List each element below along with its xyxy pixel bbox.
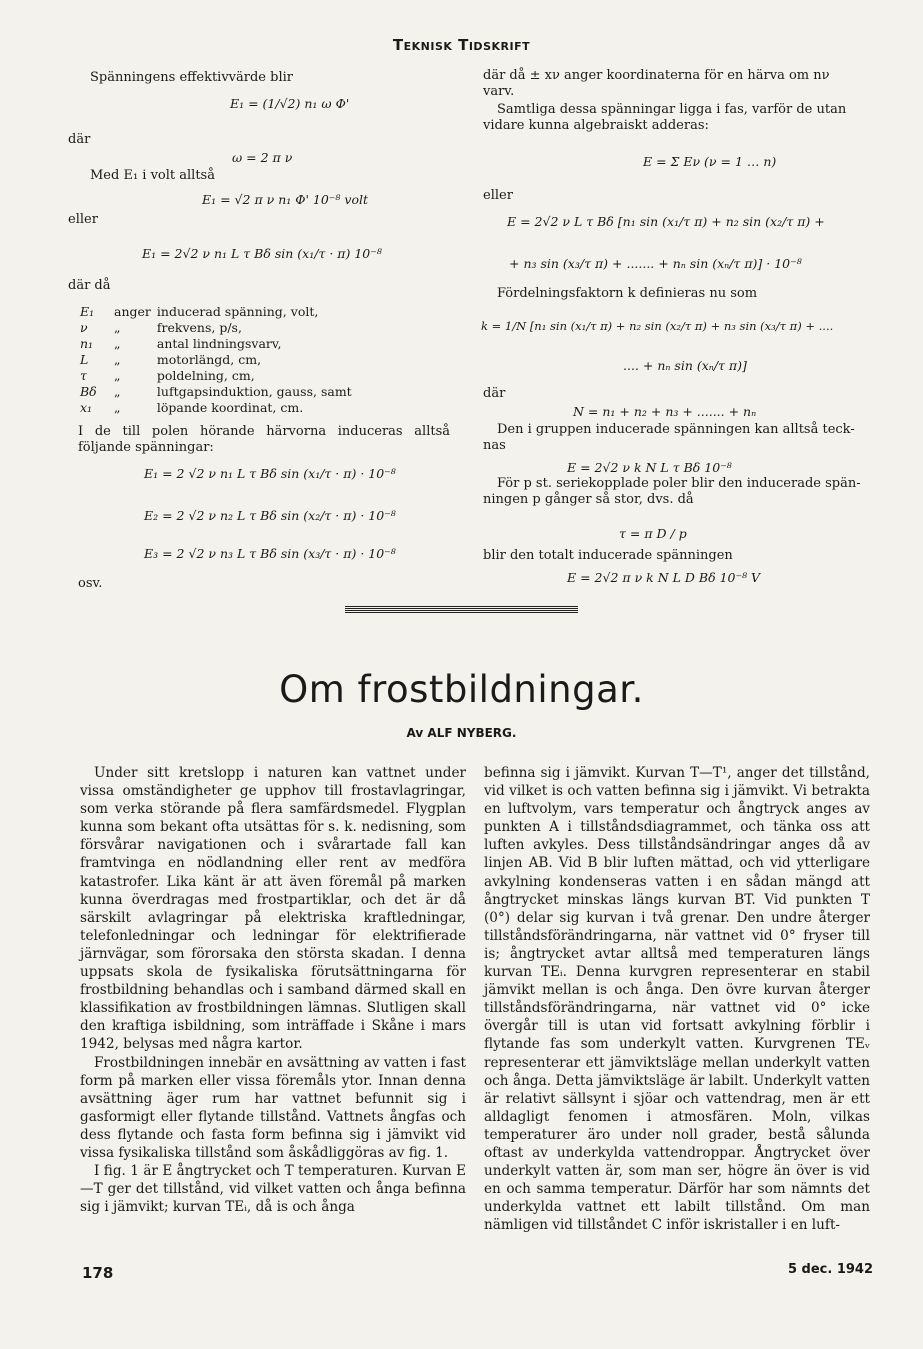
variable-q: „ bbox=[114, 336, 121, 351]
equation-k-1: k = 1/N [n₁ sin (x₁/τ π) + n₂ sin (x₂/τ π) + n₃ sin (x₃/τ π) + .... bbox=[481, 319, 834, 333]
equation-final: E = 2√2 π ν k N L D Bδ 10⁻⁸ V bbox=[567, 570, 761, 585]
variable-desc: poldelning, cm, bbox=[156, 368, 255, 383]
variable-desc: antal lindningsvarv, bbox=[156, 336, 282, 351]
equation-N: N = n₁ + n₂ + n₃ + ....... + nₙ bbox=[573, 404, 757, 419]
article-paragraph: Frostbildningen innebär en avsättning av vatten i fast form på marken eller vissa föremåls ytor. Innan denna avsättning äger rum har vattnet befunnit sig i gasformigt eller flytande tillstånd. Vattnets ångfas och dess flytande och fasta form befinna sig i jämvikt vid vissa fysikaliska tillstånd som åskådliggöras av fig. 1. bbox=[80, 1054, 466, 1161]
intro-text: Spänningens effektivvärde blir bbox=[90, 70, 293, 85]
variable-row bbox=[80, 400, 358, 416]
article-title: Om frostbildningar. bbox=[279, 668, 644, 711]
variable-desc: frekvens, p/s, bbox=[156, 320, 242, 335]
equation-e1: E₁ = (1/√2) n₁ ω Φ' bbox=[230, 96, 350, 111]
section-divider bbox=[345, 606, 578, 615]
equation-E2-series: E₂ = 2 √2 ν n₂ L τ Bδ sin (x₂/τ · π) · 10⁻⁸ bbox=[144, 508, 396, 523]
text-gruppen: Den i gruppen inducerade spänningen kan alltså teck- bbox=[497, 422, 855, 437]
dar-text: där bbox=[68, 132, 91, 147]
variable-sym: x₁ bbox=[80, 400, 93, 415]
article-paragraph: befinna sig i jämvikt. Kurvan T—T¹, anger det tillstånd, vid vilket is och vatten befinna sig i jämvikt. Vi betrakta en luftvolym, vars temperatur och ångtryck anges av punkten A i tillståndsdiagrammet, och tänka oss att luften avkyles. Dess tillståndsändringar anges då av linjen AB. Vid B blir luften mättad, och vid ytterligare avkylning kondenseras vatten i en sådan mängd att ångtrycket minskas längs kurvan BT. Vid punkten T (0°) delar sig kurvan i två grenar. Den undre återger tillståndsförändringarna, när vattnet vid 0° fryser till is; ångtrycket avtar alltså med temperaturen längs kurvan TEᵢ. Denna kurvgren representerar en stabil jämvikt mellan is och ånga. Den övre kurvan återger tillståndsförändringarna, när vattnet vid 0° icke övergår till is utan vid fortsatt avkylning förblir i flytande fas som underkylt vatten. Kurvgrenen TEᵥ representerar ett jämviktsläge mellan underkylt vatten och ånga. Detta jämviktsläge är labilt. Underkylt vatten är relativt sällsynt i sjöar och vattendrag, men är ett alldagligt fenomen i atmosfären. Moln, vilkas temperaturer äro under noll grader, bestå sålunda oftast av underkylda vattendroppar. Ångtrycket över underkylt vatten är, som man ser, högre än över is vid en och samma temperatur. Därför har som nämnts det underkylda vattnet ett labilt tillstånd. Om man nämligen vid tillståndet C inför iskristaller i en luft- bbox=[484, 765, 870, 1234]
variable-row bbox=[80, 304, 358, 320]
eller-right-text: eller bbox=[483, 188, 513, 203]
article-paragraph: I fig. 1 är E ångtrycket och T temperaturen. Kurvan E—T ger det tillstånd, vid vilket vatten och ånga befinna sig i jämvikt; kurvan TEᵢ, då is och ånga bbox=[80, 1163, 466, 1216]
variable-q: „ bbox=[114, 384, 121, 399]
variable-row bbox=[80, 368, 358, 384]
variable-sym: n₁ bbox=[80, 336, 94, 351]
equation-E-group: E = 2√2 ν k N L τ Bδ 10⁻⁸ bbox=[567, 460, 732, 475]
equation-long-2: + n₃ sin (x₃/τ π) + ....... + nₙ sin (xₙ/τ π)] · 10⁻⁸ bbox=[509, 256, 802, 271]
variable-sym: Bδ bbox=[80, 384, 97, 399]
variable-row bbox=[80, 352, 358, 368]
variable-row bbox=[80, 336, 358, 352]
equation-E3-series: E₃ = 2 √2 ν n₃ L τ Bδ sin (x₃/τ · π) · 10⁻⁸ bbox=[144, 546, 396, 561]
article-left-column bbox=[80, 764, 466, 1216]
variable-q: „ bbox=[114, 320, 121, 335]
variable-q: anger bbox=[114, 304, 151, 319]
equation-omega: ω = 2 π ν bbox=[232, 150, 293, 165]
variable-q: „ bbox=[114, 368, 121, 383]
equation-sum: E = Σ Eν (ν = 1 … n) bbox=[643, 154, 777, 169]
text-varv: varv. bbox=[483, 84, 515, 99]
text-totalt: blir den totalt inducerade spänningen bbox=[483, 548, 733, 563]
variable-list bbox=[80, 304, 358, 416]
variable-sym: L bbox=[80, 352, 89, 367]
page-number: 178 bbox=[82, 1264, 114, 1282]
equation-e1-full: E₁ = 2√2 ν n₁ L τ Bδ sin (x₁/τ · π) 10⁻⁸ bbox=[142, 246, 382, 261]
text-samtliga: Samtliga dessa spänningar ligga i fas, varför de utan bbox=[497, 102, 847, 117]
text-vidare: vidare kunna algebraiskt adderas: bbox=[483, 118, 709, 133]
variable-desc: luftgapsinduktion, gauss, samt bbox=[156, 384, 352, 399]
variable-sym: E₁ bbox=[80, 304, 95, 319]
equation-tau: τ = π D / p bbox=[619, 526, 687, 541]
text-serie: För p st. seriekopplade poler blir den inducerade spän- bbox=[497, 476, 861, 491]
article-paragraph: Under sitt kretslopp i naturen kan vattnet under vissa omständigheter ge upphov till frostavlagringar, som verka störande på flera samfärdsmedel. Flygplan kunna som bekant ofta utsättas för s. k. nedisning, som försvårar navigationen och i svårartade fall kan framtvinga en nödlandning eller rent av medföra katastrofer. Lika känt är att även föremål på marken kunna överdragas med frostpartiklar, och det är då särskilt avlagringar på elektriska kraftledningar, telefonledningar och ledningar för elektrifierade järnvägar, som förorsaka den största skadan. I denna uppsats skola de fysikaliska förutsättningarna för frostbildning behandlas och i samband därmed skall en klassifikation av frostbildningen lämnas. Slutligen skall den kraftiga isbildning, som inträffade i Skåne i mars 1942, belysas med några kartor. bbox=[80, 765, 466, 1053]
variable-sym: τ bbox=[80, 368, 87, 383]
text-ningen: ningen p gånger så stor, dvs. då bbox=[483, 492, 694, 507]
variable-desc: inducerad spänning, volt, bbox=[156, 304, 319, 319]
article-right-column bbox=[484, 764, 870, 1234]
variable-row bbox=[80, 320, 358, 336]
equation-long-1: E = 2√2 ν L τ Bδ [n₁ sin (x₁/τ π) + n₂ sin (x₂/τ π) + bbox=[507, 214, 825, 229]
variable-q: „ bbox=[114, 400, 121, 415]
dar-da-text: där då bbox=[68, 278, 111, 293]
dar-right-text: där bbox=[483, 386, 506, 401]
osv-text: osv. bbox=[78, 576, 103, 591]
issue-date: 5 dec. 1942 bbox=[787, 1262, 873, 1277]
text-koordinater: där då ± xν anger koordinaterna för en härva om nν bbox=[483, 68, 830, 83]
med-text: Med E₁ i volt alltså bbox=[90, 168, 215, 183]
equation-volt: E₁ = √2 π ν n₁ Φ' 10⁻⁸ volt bbox=[202, 192, 368, 207]
variable-q: „ bbox=[114, 352, 121, 367]
journal-header: Teknisk Tidskrift bbox=[392, 36, 531, 54]
variable-desc: motorlängd, cm, bbox=[156, 352, 262, 367]
text-nas: nas bbox=[483, 438, 506, 453]
variable-row bbox=[80, 384, 358, 400]
variable-desc: löpande koordinat, cm. bbox=[156, 400, 304, 415]
article-byline: Av ALF NYBERG. bbox=[406, 726, 517, 740]
equation-E1-series: E₁ = 2 √2 ν n₁ L τ Bδ sin (x₁/τ · π) · 10⁻⁸ bbox=[144, 466, 396, 481]
variable-sym: ν bbox=[80, 320, 88, 335]
equation-k-2: .... + nₙ sin (xₙ/τ π)] bbox=[623, 358, 747, 373]
text-fordelning: Fördelningsfaktorn k definieras nu som bbox=[497, 286, 758, 301]
paragraph-inducerade: I de till polen hörande härvorna induceras alltså följande spänningar: bbox=[78, 424, 450, 455]
eller-text: eller bbox=[68, 212, 98, 227]
